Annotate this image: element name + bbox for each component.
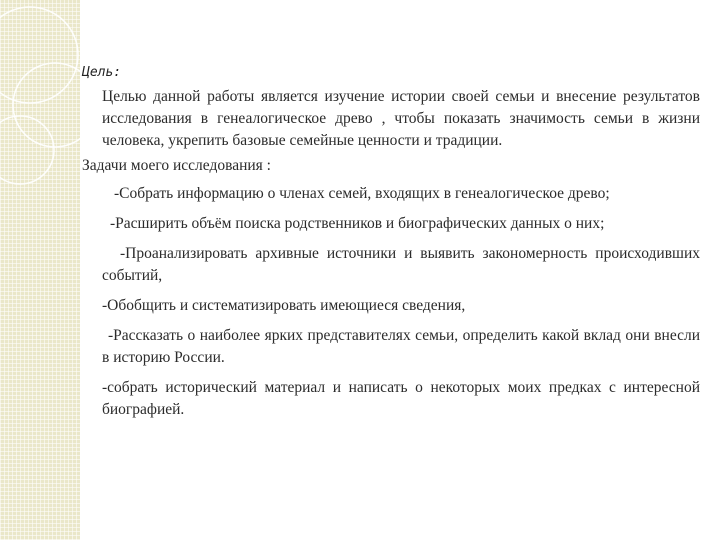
goal-label: Цель: [82,65,122,80]
task-item: -Проанализировать архивные источники и выявить закономерность происходивших событий, [102,245,700,284]
task-item: -Собрать информацию о членах семей, входящих в генеалогическое древо; [114,185,610,202]
decorative-circle-small [0,116,54,184]
task-item: -Рассказать о наиболее ярких представителях семьи, определить какой вклад они внесли в историю России. [102,327,700,366]
tasks-heading: Задачи моего исследования : [82,157,271,174]
decorative-circle-large [0,7,78,103]
task-item: -собрать исторический материал и написать о некоторых моих предках с интересной биографией. [102,379,700,418]
slide-content [82,62,700,429]
task-item: -Обобщить и систематизировать имеющиеся сведения, [102,297,466,314]
task-item: -Расширить объём поиска родственников и биографических данных о них; [110,215,605,232]
goal-text: Целью данной работы является изучение истории своей семьи и внесение результатов исследования в генеалогическое древо , чтобы показать значимость семьи в жизни человека, укрепить базовые семейные ценности и традиции. [102,88,700,149]
